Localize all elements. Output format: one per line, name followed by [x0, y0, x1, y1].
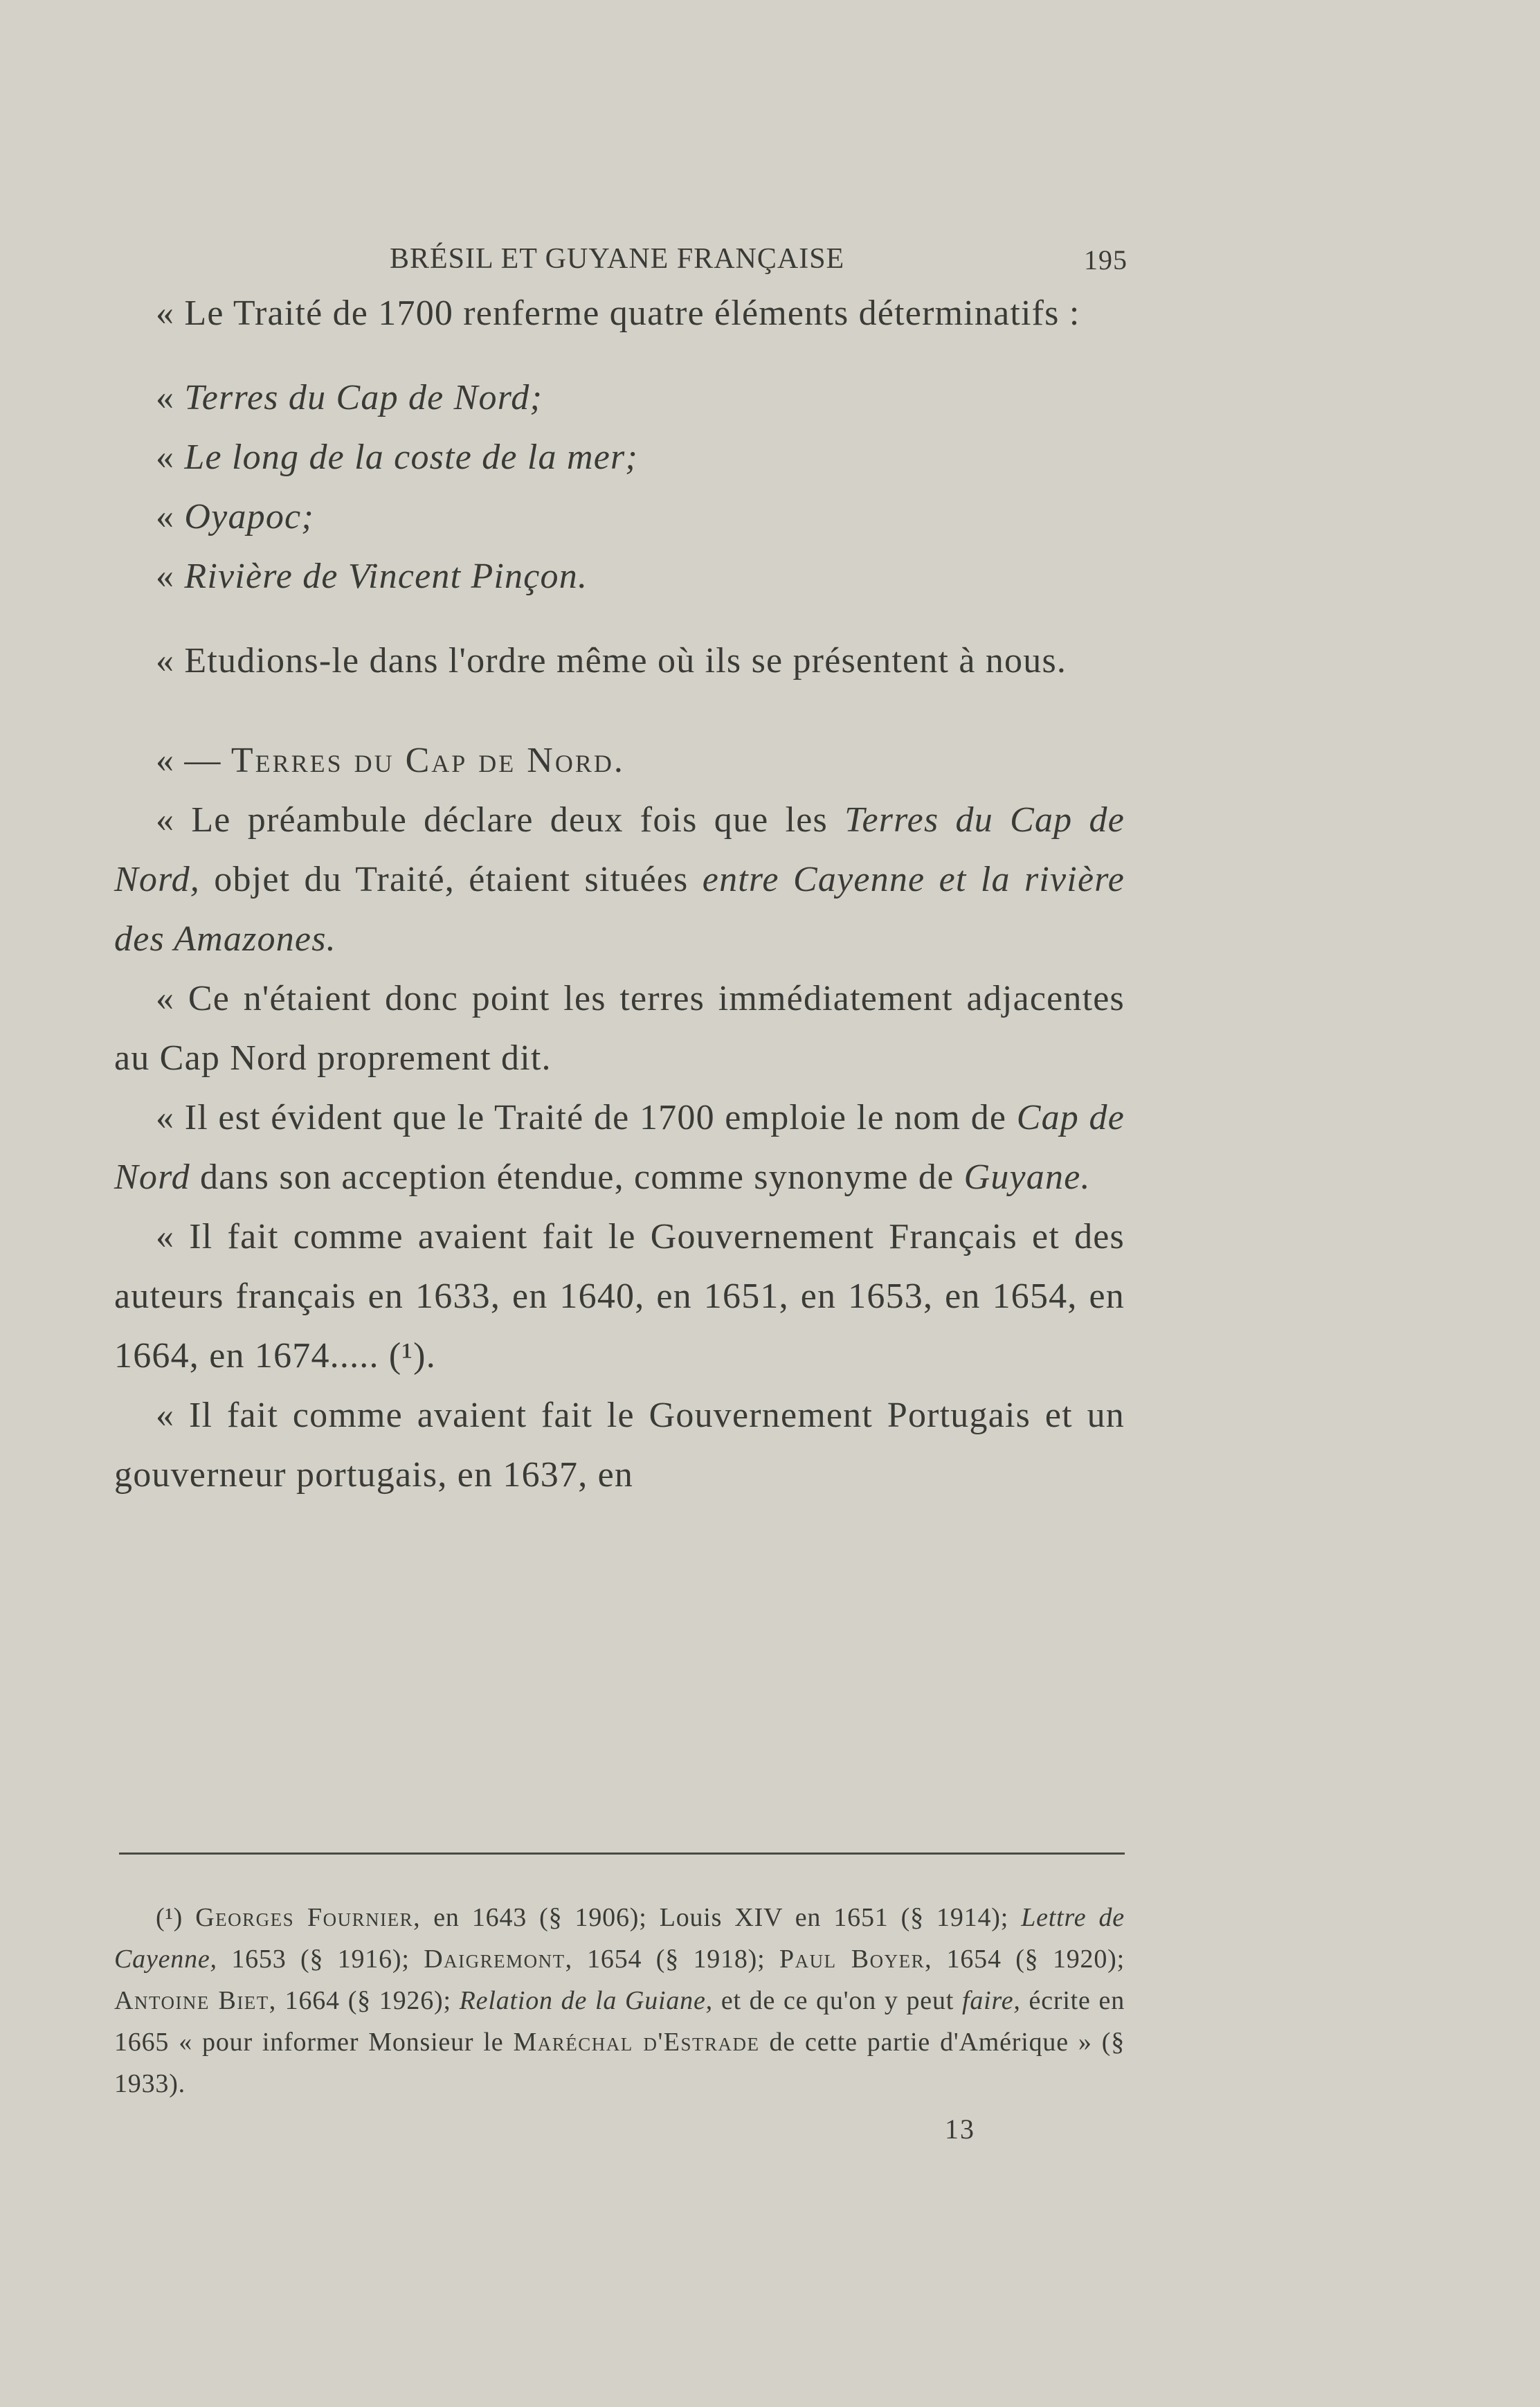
- italic-run: Cap de Nord: [114, 1098, 1125, 1197]
- paragraph-preambule: [114, 791, 1125, 969]
- italic-run: Terres du Cap de Nord,: [114, 800, 1125, 899]
- text-run: 1654 (§ 1918);: [587, 1945, 766, 1974]
- list-item-text: Terres du Cap de Nord;: [184, 378, 543, 417]
- italic-run: Relation de la Guiane,: [459, 1986, 713, 2015]
- list-item: [114, 547, 1125, 606]
- running-head: [114, 235, 1125, 284]
- page-number: 195: [1084, 244, 1127, 276]
- quote-mark: «: [156, 497, 175, 537]
- signature-mark: 13: [945, 2113, 975, 2145]
- text-run: « Il est évident que le Traité de 1700 emploie le nom de: [156, 1098, 1007, 1137]
- quote-mark: «: [156, 557, 175, 596]
- element-list: [114, 368, 1125, 606]
- footnote-marker: (¹): [156, 1903, 183, 1932]
- text-run: de cette partie d'Amérique » (§ 1933).: [114, 2028, 1125, 2098]
- author-name: Paul Boyer,: [779, 1945, 933, 1974]
- section-heading-text: Terres du Cap de Nord.: [230, 741, 625, 780]
- page-body: [114, 235, 1125, 1505]
- section-mark: « —: [156, 741, 221, 780]
- author-name: Antoine Biet,: [114, 1986, 277, 2015]
- italic-run: Lettre de Cayenne,: [114, 1903, 1125, 1974]
- author-name: Maréchal d'Estrade: [513, 2028, 760, 2057]
- footnote: [114, 1897, 1125, 2104]
- paragraph-etudions: « Etudions-le dans l'ordre même où ils se présentent à nous.: [156, 641, 1067, 680]
- text-run: objet du Traité, étaient situées: [214, 860, 689, 899]
- text-run: écrite en 1665 « pour informer Monsieur le: [114, 1986, 1125, 2057]
- list-item-text: Oyapoc;: [184, 497, 314, 537]
- paragraph-adjacentes: « Ce n'étaient donc point les terres immédiatement adjacentes au Cap Nord proprement dit.: [114, 979, 1125, 1078]
- list-item-text: Le long de la coste de la mer;: [184, 438, 638, 477]
- footnote-rule: [119, 1852, 1125, 1855]
- text-run: 1664 (§ 1926);: [284, 1986, 451, 2015]
- paragraph-intro: « Le Traité de 1700 renferme quatre éléments déterminatifs :: [156, 294, 1080, 333]
- italic-run: Guyane.: [963, 1157, 1091, 1197]
- text-run: dans son acception étendue, comme synonyme de: [200, 1157, 954, 1197]
- quote-mark: «: [156, 378, 175, 417]
- running-title: BRÉSIL ET GUYANE FRANÇAISE: [390, 243, 845, 275]
- paragraph-francais: « Il fait comme avaient fait le Gouvernement Français et des auteurs français en 1633, en 1640, en 1651, en 1653, en 1654, en 1664, en 1674..... (¹).: [114, 1217, 1125, 1376]
- author-name: Daigremont,: [424, 1945, 573, 1974]
- list-item: [114, 428, 1125, 487]
- text-run: 1653 (§ 1916);: [231, 1945, 410, 1974]
- paragraph-evident: [114, 1088, 1125, 1207]
- text-run: en 1643 (§ 1906); Louis XIV en 1651 (§ 1914);: [433, 1903, 1009, 1932]
- author-name: Georges Fournier,: [195, 1903, 422, 1932]
- list-item: [114, 368, 1125, 428]
- italic-run: faire,: [962, 1986, 1021, 2015]
- text-run: et de ce qu'on y peut: [721, 1986, 954, 2015]
- quote-mark: «: [156, 438, 175, 477]
- text-run: 1654 (§ 1920);: [946, 1945, 1125, 1974]
- list-item-text: Rivière de Vincent Pinçon.: [184, 557, 588, 596]
- list-item: [114, 487, 1125, 547]
- section-heading: [114, 731, 1125, 791]
- italic-run: entre Cayenne et la rivière des Amazones.: [114, 860, 1125, 959]
- paragraph-portugais: « Il fait comme avaient fait le Gouvernement Portugais et un gouverneur portugais, en 1637, en: [114, 1396, 1125, 1495]
- text-run: « Le préambule déclare deux fois que les: [156, 800, 828, 840]
